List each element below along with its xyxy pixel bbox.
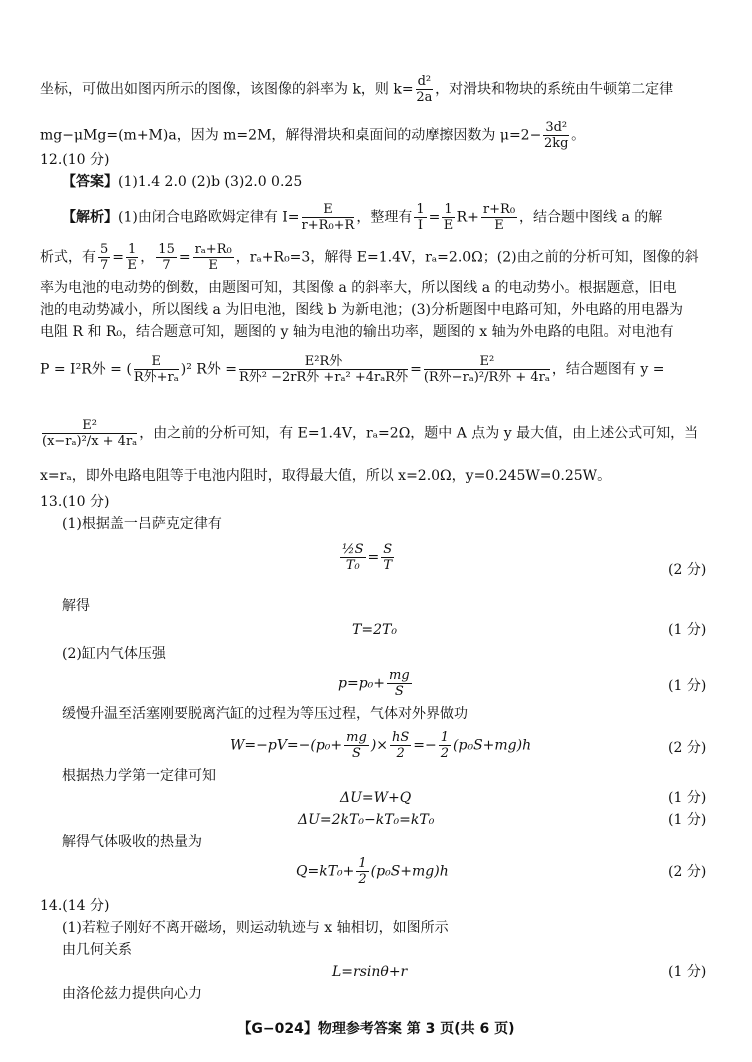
fraction xyxy=(381,542,394,573)
denominator: T₀ xyxy=(345,558,360,573)
numerator: E² xyxy=(42,418,137,434)
solution-text: 由几何关系 xyxy=(62,942,132,958)
denominator: 7 xyxy=(162,258,171,273)
denominator: S xyxy=(352,746,361,761)
analysis-line: 池的电动势减小，所以图线 a 为旧电池，图线 b 为新电池；(3)分析题图中电路可知，外电路的用电器为 xyxy=(40,302,683,318)
equation: L=rsinθ+r xyxy=(332,964,408,980)
numerator: E xyxy=(302,202,355,218)
score-label: (2 分) xyxy=(668,562,707,578)
analysis-line: x=rₐ，即外电路电阻等于电池内阻时，取得最大值，所以 x=2.0Ω，y=0.245W=0.25W。 xyxy=(40,468,612,484)
fraction xyxy=(344,730,369,761)
question-heading: 13.(10 分) xyxy=(40,494,110,510)
answer-line xyxy=(62,172,302,192)
question-heading: 12.(10 分) xyxy=(40,152,110,168)
numerator: 1 xyxy=(128,242,137,257)
numerator: S xyxy=(383,542,393,557)
fraction xyxy=(42,418,137,449)
fraction xyxy=(416,74,434,105)
fraction xyxy=(424,354,550,385)
text: p=p₀+ xyxy=(338,675,385,692)
score-label: (1 分) xyxy=(668,790,707,806)
fraction xyxy=(356,856,368,887)
question-heading: 14.(14 分) xyxy=(40,898,110,914)
denominator: E xyxy=(443,218,454,233)
analysis-line: 电阻 R 和 R₀，结合题意可知，题图的 y 轴为电池的输出功率，题图的 x 轴为外电路的电阻。对电池有 xyxy=(40,324,674,340)
denominator: 2 xyxy=(396,746,405,761)
text: = xyxy=(367,549,380,566)
denominator: (R外−rₐ)²/R外 + 4rₐ xyxy=(423,370,550,385)
equation xyxy=(338,542,396,573)
numerator: ½S xyxy=(342,542,364,557)
fraction xyxy=(543,120,569,151)
text: (1)由闭合电路欧姆定律有 I= xyxy=(118,209,300,226)
denominator: 7 xyxy=(100,258,109,273)
text: mg−μMg=(m+M)a，因为 m=2M，解得滑块和桌面间的动摩擦因数为 μ=2− xyxy=(40,127,542,144)
score-label: (1 分) xyxy=(668,622,707,638)
analysis-line xyxy=(62,202,662,233)
text: (p₀S+mg)h xyxy=(370,863,449,880)
text: 。 xyxy=(571,127,586,144)
fraction xyxy=(390,730,411,761)
numerator: E xyxy=(134,354,179,370)
numerator: mg xyxy=(346,730,367,745)
text: (p₀S+mg)h xyxy=(453,737,532,754)
denominator: E xyxy=(127,258,137,273)
text-line xyxy=(40,120,585,151)
denominator: S xyxy=(394,684,404,699)
denominator: 2a xyxy=(416,90,433,105)
analysis-line: 率为电池的电动势的倒数，由题图可知，其图像 a 的斜率大，所以图线 a 的电动势小。根据题意，旧电 xyxy=(40,280,677,296)
numerator: d² xyxy=(417,74,432,89)
fraction xyxy=(134,354,179,385)
denominator: I xyxy=(417,218,424,233)
equation: T=2T₀ xyxy=(352,622,397,638)
text: ，rₐ+R₀=3，解得 E=1.4V，rₐ=2.0Ω；(2)由之前的分析可知，图像的斜 xyxy=(235,249,699,266)
answer-tag: 【答案】 xyxy=(62,174,118,190)
solution-text: 根据热力学第一定律可知 xyxy=(62,768,216,784)
numerator: 1 xyxy=(444,202,453,217)
solution-text: (1)根据盖一吕萨克定律有 xyxy=(62,516,222,532)
analysis-line xyxy=(40,418,698,449)
fraction xyxy=(481,202,517,233)
numerator: 1 xyxy=(440,730,450,745)
fraction xyxy=(414,202,426,233)
numerator: 5 xyxy=(100,242,109,257)
solution-text: 解得 xyxy=(62,598,90,614)
text-line xyxy=(40,74,673,105)
solution-text: 由洛伦兹力提供向心力 xyxy=(62,986,202,1002)
fraction xyxy=(193,242,234,273)
equation: ΔU=2kT₀−kT₀=kT₀ xyxy=(298,812,435,828)
solution-text: (2)缸内气体压强 xyxy=(62,646,166,662)
solution-text: 解得气体吸收的热量为 xyxy=(62,834,202,850)
score-label: (2 分) xyxy=(668,864,707,880)
text: R+ xyxy=(456,209,479,226)
answer-text: (1)1.4 2.0 (2)b (3)2.0 0.25 xyxy=(118,174,303,190)
numerator: 1 xyxy=(416,202,425,217)
text: = xyxy=(428,209,441,226)
score-label: (1 分) xyxy=(668,964,707,980)
text: ，结合题中图线 a 的解 xyxy=(519,209,663,226)
denominator: 2kg xyxy=(543,136,569,151)
analysis-tag: 【解析】 xyxy=(62,209,118,226)
text: 坐标，可做出如图丙所示的图像，该图像的斜率为 k，则 k= xyxy=(40,81,414,98)
denominator: E xyxy=(208,258,218,273)
text: =− xyxy=(413,737,437,754)
equation: ΔU=W+Q xyxy=(340,790,412,806)
score-label: (2 分) xyxy=(668,740,707,756)
denominator: 2 xyxy=(440,746,450,761)
numerator: r+R₀ xyxy=(482,202,516,217)
text: = xyxy=(410,361,422,378)
text: )× xyxy=(370,737,389,754)
numerator: 1 xyxy=(358,856,367,871)
text: )² R外 = xyxy=(180,361,237,378)
text: 析式，有 xyxy=(40,249,96,266)
analysis-line xyxy=(40,354,664,385)
text: ，对滑块和物块的系统由牛顿第二定律 xyxy=(435,81,674,98)
numerator: rₐ+R₀ xyxy=(194,242,232,257)
equation xyxy=(296,856,449,887)
score-label: (1 分) xyxy=(668,812,707,828)
numerator: hS xyxy=(392,730,410,745)
text: = xyxy=(178,249,191,266)
analysis-line xyxy=(40,242,699,273)
fraction xyxy=(239,354,408,385)
denominator: T xyxy=(383,558,393,573)
equation xyxy=(230,730,531,761)
text: ，结合题图有 y = xyxy=(551,361,665,378)
equation xyxy=(338,668,414,699)
fraction xyxy=(98,242,110,273)
fraction xyxy=(439,730,451,761)
text: Q=kT₀+ xyxy=(296,863,355,880)
denominator: (x−rₐ)²/x + 4rₐ xyxy=(42,434,138,449)
fraction xyxy=(387,668,412,699)
text: P = I²R外 = ( xyxy=(40,361,132,378)
numerator: mg xyxy=(389,668,410,683)
numerator: 15 xyxy=(158,242,175,257)
text: ，整理有 xyxy=(356,209,413,226)
text: = xyxy=(112,249,125,266)
fraction xyxy=(442,202,454,233)
fraction xyxy=(340,542,366,573)
score-label: (1 分) xyxy=(668,678,707,694)
denominator: 2 xyxy=(358,872,367,887)
solution-text: (1)若粒子刚好不离开磁场，则运动轨迹与 x 轴相切，如图所示 xyxy=(62,920,449,936)
text: W=−pV=−(p₀+ xyxy=(230,737,343,754)
denominator: R外+rₐ xyxy=(133,370,179,385)
numerator: 3d² xyxy=(545,120,568,135)
text: ，由之前的分析可知，有 E=1.4V，rₐ=2Ω，题中 A 点为 y 最大值，由上述公式可知，当 xyxy=(139,425,699,442)
fraction xyxy=(302,202,355,233)
text: ， xyxy=(140,249,155,266)
numerator: E² xyxy=(424,354,550,370)
fraction xyxy=(156,242,177,273)
denominator: r+R₀+R xyxy=(301,218,355,233)
page-footer: 【G−024】物理参考答案 第 3 页(共 6 页) xyxy=(237,1021,515,1037)
solution-text: 缓慢升温至活塞刚要脱离汽缸的过程为等压过程，气体对外界做功 xyxy=(62,706,468,722)
numerator: E²R外 xyxy=(239,354,408,370)
denominator: R外² −2rR外 +rₐ² +4rₐR外 xyxy=(239,370,409,385)
fraction xyxy=(126,242,138,273)
denominator: E xyxy=(494,218,504,233)
